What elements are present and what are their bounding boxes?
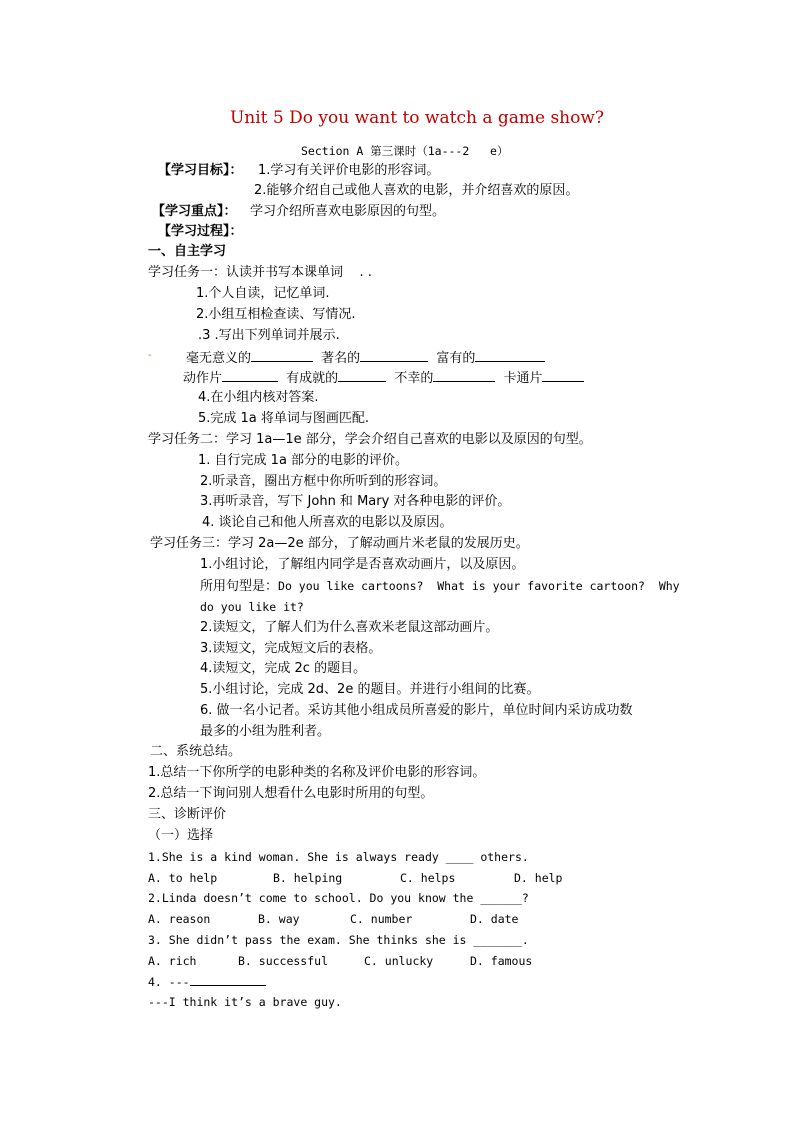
stray-mark: - — [148, 350, 152, 361]
objective-item-1: 1.学习有关评价电影的形容词。 — [258, 163, 440, 178]
question-3-option-b: B. successful — [238, 954, 329, 968]
blank-5[interactable] — [338, 368, 386, 382]
question-2: 2.Linda doesn’t come to school. Do you know the ______? — [148, 891, 529, 905]
task3-step-3: 3.读短文，完成短文后的表格。 — [200, 641, 382, 656]
task3-step-2: 2.读短文，了解人们为什么喜欢米老鼠这部动画片。 — [200, 620, 499, 635]
question-2-option-b: B. way — [258, 912, 300, 926]
question-4 — [148, 972, 270, 990]
question-2-option-c: C. number — [350, 912, 413, 926]
summary-item-2: 2.总结一下询问别人想看什么电影时所用的句型。 — [148, 786, 434, 801]
process-label: 【学习过程】： — [158, 224, 243, 239]
task2-text: 学习任务二：学习 1a—1e 部分，学会介绍自己喜欢的电影以及原因的句型。 — [148, 432, 592, 447]
word-unlucky: 不幸的 — [394, 371, 434, 386]
question-4-prefix: 4. --- — [148, 975, 190, 989]
question-3-option-a: A. rich — [148, 954, 197, 968]
part1-heading: 一、自主学习 — [148, 244, 227, 259]
task1-step-2: 2.小组互相检查读、写情况. — [196, 307, 356, 322]
task3-pattern-prefix: 所用句型是： — [200, 579, 279, 594]
task3-step-5: 5.小组讨论，完成 2d、2e 的题目。并进行小组间的比赛。 — [200, 682, 540, 697]
word-row-2 — [183, 368, 588, 386]
blank-7[interactable] — [542, 368, 584, 382]
part2-heading: 二、系统总结。 — [150, 744, 242, 759]
blank-2[interactable] — [360, 348, 428, 362]
focus-label: 【学习重点】： — [152, 204, 237, 219]
task1-step-4: 4.在小组内核对答案. — [198, 390, 319, 405]
task3-pattern: Do you like cartoons? What is your favorite cartoon? Why — [278, 579, 680, 593]
word-row-1 — [186, 348, 549, 366]
section-subtitle: Section A 第三课时（1a---2 e） — [301, 144, 509, 158]
question-2-option-d: D. date — [470, 912, 519, 926]
question-1-option-c: C. helps — [400, 871, 456, 885]
question-4-answer: ---I think it’s a brave guy. — [148, 995, 342, 1009]
question-3: 3. She didn’t pass the exam. She thinks she is _______. — [148, 933, 529, 947]
question-1-option-a: A. to help — [148, 871, 218, 885]
objectives-label: 【学习目标】： — [158, 163, 243, 178]
blank-3[interactable] — [475, 348, 545, 362]
task1-step-1: 1.个人自读，记忆单词. — [196, 286, 330, 301]
task3-step-1: 1.小组讨论，了解组内同学是否喜欢动画片，以及原因。 — [200, 557, 525, 572]
objective-item-2: 2.能够介绍自己或他人喜欢的电影，并介绍喜欢的原因。 — [254, 183, 579, 198]
task3-step-6-cont: 最多的小组为胜利者。 — [200, 724, 331, 739]
task2-step-4: 4. 谈论自己和他人所喜欢的电影以及原因。 — [202, 515, 453, 530]
word-action-movie: 动作片 — [183, 371, 223, 386]
word-meaningless: 毫无意义的 — [186, 351, 252, 366]
question-1: 1.She is a kind woman. She is always ready ____ others. — [148, 850, 529, 864]
task3-pattern-2: do you like it? — [200, 600, 304, 614]
choice-subheading: （一）选择 — [148, 828, 214, 843]
task3-step-4: 4.读短文，完成 2c 的题目。 — [200, 661, 367, 676]
blank-4[interactable] — [222, 368, 278, 382]
word-rich: 富有的 — [436, 351, 476, 366]
task1-step-3: .3 .写出下列单词并展示. — [198, 328, 340, 343]
question-1-option-d: D. help — [514, 871, 563, 885]
part3-heading: 三、诊断评价 — [148, 807, 227, 822]
task2-step-2: 2.听录音，圈出方框中你所听到的形容词。 — [200, 474, 447, 489]
focus-text: 学习介绍所喜欢电影原因的句型。 — [250, 204, 446, 219]
word-successful: 有成就的 — [286, 371, 339, 386]
question-1-option-b: B. helping — [273, 871, 343, 885]
question-2-option-a: A. reason — [148, 912, 211, 926]
word-famous: 著名的 — [321, 351, 361, 366]
blank-6[interactable] — [433, 368, 495, 382]
unit-title: Unit 5 Do you want to watch a game show? — [229, 108, 605, 128]
question-4-blank[interactable] — [190, 972, 266, 986]
task3-step-6: 6. 做一名小记者。采访其他小组成员所喜爱的影片，单位时间内采访成功数 — [200, 703, 633, 718]
task1-text: 学习任务一：认读并书写本课单词 . . — [148, 265, 372, 280]
task2-step-3: 3.再听录音，写下 John 和 Mary 对各种电影的评价。 — [200, 494, 511, 509]
task2-step-1: 1. 自行完成 1a 部分的电影的评价。 — [198, 453, 409, 468]
task3-pattern-line — [200, 577, 680, 595]
task3-text: 学习任务三：学习 2a—2e 部分，了解动画片米老鼠的发展历史。 — [150, 536, 529, 551]
question-3-option-d: D. famous — [470, 954, 533, 968]
question-3-option-c: C. unlucky — [364, 954, 434, 968]
summary-item-1: 1.总结一下你所学的电影种类的名称及评价电影的形容词。 — [148, 765, 486, 780]
task1-step-5: 5.完成 1a 将单词与图画匹配. — [198, 411, 370, 426]
blank-1[interactable] — [251, 348, 313, 362]
word-cartoon: 卡通片 — [503, 371, 543, 386]
